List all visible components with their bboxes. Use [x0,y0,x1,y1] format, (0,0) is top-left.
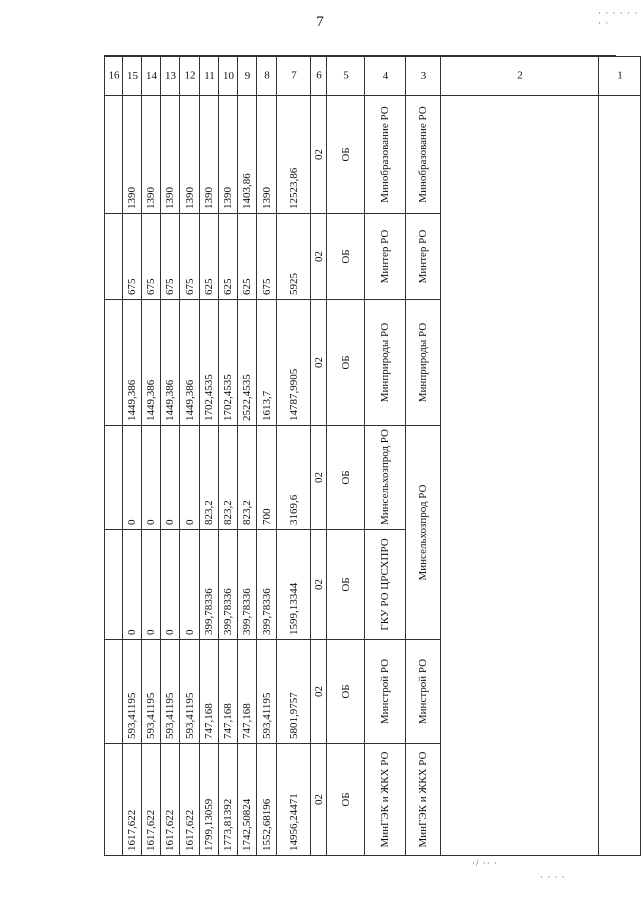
page-column-8 [257,57,277,856]
value-cell: 675 [161,214,180,300]
value-cell: 625 [200,214,219,300]
value-cell: 675 [257,214,277,300]
value-cell: 0 [123,426,142,530]
column-number-cell: 2 [500,0,539,155]
value-cell: 1390 [257,96,277,214]
column-number-cell: 1 [600,55,639,97]
sub-header-cell: Минобразование РО [365,96,406,214]
page-column-3 [406,57,441,856]
top-header-cell: Минтер РО [406,214,441,300]
value-cell: 1617,622 [180,744,200,856]
top-header-cell: МинГЭК и ЖКХ РО [406,744,441,856]
financing-table [104,56,641,856]
value-cell [105,640,123,744]
sub-header-cell: Минстрой РО [365,640,406,744]
value-cell: 1449,386 [123,300,142,426]
code-cell: 02 [311,96,327,214]
value-cell: 1390 [180,96,200,214]
column-number-cell: 10 [209,67,248,86]
value-cell: 593,41195 [180,640,200,744]
column-number-cell: 6 [299,68,338,84]
sub-header-cell: ГКУ РО ЦРСХПРО [365,530,406,640]
sub-header-cell: Минтер РО [365,214,406,300]
code-cell: 02 [311,300,327,426]
value-cell: 2522,4535 [238,300,257,426]
value-cell: 1617,622 [161,744,180,856]
column-number-cell: 7 [274,59,313,93]
value-cell: 823,2 [238,426,257,530]
sub-header-cell: МинГЭК и ЖКХ РО [365,744,406,856]
column-number-cell: 5 [326,57,365,95]
value-cell: 0 [161,426,180,530]
code-cell: 02 [311,640,327,744]
page-column-9 [238,57,257,856]
value-cell: 5925 [277,214,311,300]
budget-cell: ОБ [327,426,365,530]
column-number-cell: 11 [190,67,229,86]
value-cell [105,300,123,426]
page-column-16 [105,57,123,856]
value-cell: 1702,4535 [219,300,238,426]
value-cell: 747,168 [238,640,257,744]
value-cell: 823,2 [219,426,238,530]
value-cell: 5801,9757 [277,640,311,744]
value-cell: 1773,81392 [219,744,238,856]
value-cell: 3169,6 [277,426,311,530]
value-cell: 1617,622 [142,744,161,856]
code-cell: 02 [311,214,327,300]
page-number: 7 [316,14,324,30]
value-cell: 1390 [200,96,219,214]
value-cell [105,96,123,214]
value-cell: 1742,50824 [238,744,257,856]
value-cell: 593,41195 [123,640,142,744]
value-cell: 1390 [161,96,180,214]
value-cell: 593,41195 [161,640,180,744]
value-cell: 593,41195 [257,640,277,744]
value-cell: 625 [238,214,257,300]
budget-cell: ОБ [327,96,365,214]
value-cell: 12523,86 [277,96,311,214]
budget-cell: ОБ [327,640,365,744]
sub-header-cell: Минприроды РО [365,300,406,426]
column-number-cell: 9 [228,67,267,86]
column-number-cell: 13 [151,67,190,86]
page-column-10 [219,57,238,856]
page-column-4 [365,57,406,856]
value-cell: 399,78336 [257,530,277,640]
scan-mark-top-right: · · · · · · · · [598,8,639,28]
value-cell: 747,168 [219,640,238,744]
budget-cell: ОБ [327,214,365,300]
value-cell: 747,168 [200,640,219,744]
blank-cell [441,96,599,856]
value-cell [105,530,123,640]
code-cell: 02 [311,744,327,856]
value-cell: 0 [142,426,161,530]
value-cell [105,744,123,856]
page-column-13 [161,57,180,856]
value-cell: 1617,622 [123,744,142,856]
value-cell: 675 [123,214,142,300]
page-column-14 [142,57,161,856]
value-cell: 1702,4535 [200,300,219,426]
column-number-cell: 16 [94,67,133,85]
value-cell: 0 [142,530,161,640]
page-column-7 [277,57,311,856]
value-cell: 593,41195 [142,640,161,744]
blank-cell [599,96,641,856]
top-header-cell: Минобразование РО [406,96,441,214]
value-cell: 1390 [219,96,238,214]
value-cell: 1599,13344 [277,530,311,640]
page-column-6 [311,57,327,856]
value-cell: 675 [142,214,161,300]
value-cell: 399,78336 [219,530,238,640]
value-cell: 14787,9905 [277,300,311,426]
value-cell [105,214,123,300]
column-number-cell: 8 [247,66,286,86]
value-cell: 0 [161,530,180,640]
column-number-cell: 12 [170,66,209,86]
value-cell [105,426,123,530]
value-cell: 823,2 [200,426,219,530]
value-cell: 1799,13059 [200,744,219,856]
sub-header-cell: Минсельхозпрод РО [365,426,406,530]
column-number-cell: 15 [113,67,152,86]
page-column-12 [180,57,200,856]
document-table-wrapper [104,57,623,856]
column-number-cell: 3 [404,59,443,94]
value-cell: 700 [257,426,277,530]
code-cell: 02 [311,530,327,640]
scan-mark-bottom-right: · · · · [540,872,566,882]
value-cell: 0 [123,530,142,640]
value-cell: 0 [180,426,200,530]
value-cell: 1390 [123,96,142,214]
value-cell: 1449,386 [180,300,200,426]
value-cell: 1449,386 [142,300,161,426]
page-column-11 [200,57,219,856]
budget-cell: ОБ [327,744,365,856]
value-cell: 1552,68196 [257,744,277,856]
budget-cell: ОБ [327,300,365,426]
page-column-5 [327,57,365,856]
value-cell: 399,78336 [200,530,219,640]
page-column-15 [123,57,142,856]
value-cell: 1390 [142,96,161,214]
top-header-cell: Минприроды РО [406,300,441,426]
top-header-cell: Минсельхозпрод РО [406,426,441,640]
value-cell: 1613,7 [257,300,277,426]
scan-mark-bottom-middle: ·/ ·· · [472,858,498,868]
code-cell: 02 [311,426,327,530]
column-number-cell: 4 [366,56,405,97]
value-cell: 675 [180,214,200,300]
value-cell: 1449,386 [161,300,180,426]
budget-cell: ОБ [327,530,365,640]
value-cell: 0 [180,530,200,640]
value-cell: 399,78336 [238,530,257,640]
value-cell: 625 [219,214,238,300]
top-header-cell: Минстрой РО [406,640,441,744]
value-cell: 1403,86 [238,96,257,214]
page-column-2 [441,57,599,856]
page-column-1 [599,57,641,856]
column-number-cell: 14 [132,67,171,86]
value-cell: 14956,24471 [277,744,311,856]
